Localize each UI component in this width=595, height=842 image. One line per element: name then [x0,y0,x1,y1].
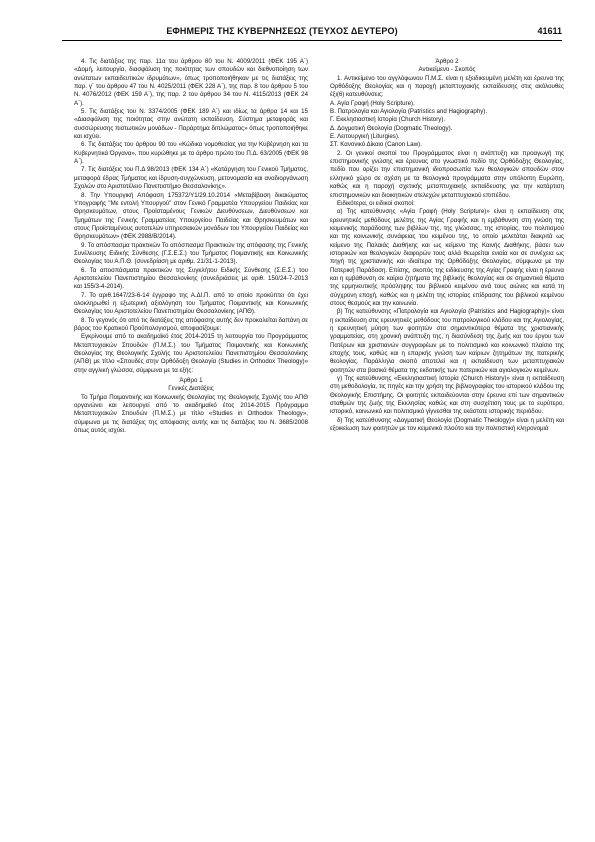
list-item: Β. Πατρολογία και Αγιολογία (Patristics and Hagiography). [330,108,488,116]
page-number: 41611 [537,26,562,36]
article2-subheading: Αντικείμενο - Σκοπός [418,66,476,74]
paragraph: 6. Τις διατάξεις του άρθρου 90 του «Κώδικα νομοθεσίας για την Κυβέρνηση και τα Κυβερνητικά Όργανα», που κυρώθηκε με το άρθρο πρώτο του Π.Δ. 63/2005 (ΦΕΚ 98 Α΄). [74,141,308,166]
page-header [62,24,562,41]
gazette-title: ΕΦΗΜΕΡΙΣ ΤΗΣ ΚΥΒΕΡΝΗΣΕΩΣ (ΤΕΥΧΟΣ ΔΕΥΤΕΡΟ) [166,26,398,36]
paragraph: 8. Το γεγονός ότι από τις διατάξεις της απόφασης αυτής δεν προκαλείται δαπάνη σε βάρος του Κρατικού Προϋπολογισμού, αποφασίζουμε: [74,316,308,332]
paragraph: 2. Οι γενικοί σκοποί του Προγράμματος είναι η ανάπτυξη και προαγωγή της επιστημονικής γνώσης και έρευνας στο γνωστικό πεδίο της Ορθόδοξης Θεολογίας, πεδίο που ορίζει την επιστημονική ιδιοπροσωπία των θεολογικών σπουδών στον ελληνικό χώρο σε σχέση με τα θεολογικά προγράμματα στην υπόλοιπη Ευρώπη, καθώς και η παροχή σχετικής μεταπτυχιακής εκπαίδευσης για την κατάρτιση επιστημονικών και διοικητικών στελεχών μεταπτυχιακού επιπέδου. [330,149,564,199]
list-item: ΣΤ. Κανονικό Δίκαιο (Canon Law). [330,141,422,149]
paragraph: 5. Τις διατάξεις του Ν. 3374/2005 (ΦΕΚ 189 Α΄) και ιδίως τα άρθρα 14 και 15 «Διασφάλιση της ποιότητας στην ανώτατη εκπαίδευση. Σύστημα μεταφοράς και συσσώρευσης πιστωτικών μονάδων - Παράρτημα διπλώματος» όπως τροποποιήθηκε και ισχύει. [74,108,308,141]
paragraph: α) Της κατεύθυνσης «Αγία Γραφή (Holy Scripture)» είναι η εκπαίδευση στις ερευνητικές μεθόδους μελέτης της Αγίας Γραφής και η εμβάθυνση στη γνώση της κειμενικής παράδοσης των βιβλίων της, της γλώσσας, της ιστορίας, του πολιτισμού και της κοινωνικής συνάφειας του κειμένου της, το οποίο μελετάται διακριτά ως κείμενο της Παλαιάς Διαθήκης και ως κείμενο της Καινής Διαθήκης, βάσει των ιστορικών και θεολογικών διαφορών τους αλλά θεωρείται ενιαία και σε συνέχεια ως πηγή της χριστιανικής και ιδιαίτερα της Ορθόδοξης Θεολογίας, σύμφωνα με την Πατερική Παράδοση. Επίσης, σκοπός της ειδίκευσης της Αγίας Γραφής είναι η έρευνα και η εμβάθυνση σε καίρια ζητήματα της βιβλικής θεολογίας και σε σημαντικά θέματα της ερμηνευτικής πρόσληψης του βιβλικού κειμένου ανά τους αιώνες και κατά τη σύγχρονη εποχή, καθώς και η μελέτη της ιστορίας επίδρασης του βιβλικού κειμένου στους θεσμούς και την κοινωνία. [330,208,564,307]
paragraph: 7. Το αριθ.1647/23-6-14 έγγραφο της Α.ΔΙ.Π. από το οποίο προκύπτει ότι έχει ολοκληρωθεί η εξωτερική αξιολόγηση του Τμήματος Ποιμαντικής και Κοινωνικής Θεολογίας του Αριστοτελείου Πανεπιστημίου Θεσσαλονίκης (ΑΠΘ). [74,291,308,316]
article2-heading: Άρθρο 2 [435,58,459,65]
article2-intro: 1. Αντικείμενο του αγγλόφωνου Π.Μ.Σ. είναι η εξειδικευμένη μελέτη και έρευνα της Ορθόδοξης Θεολογίας και η παροχή μεταπτυχιακής εκπαίδευσης στις ακόλουθες έξι(6) κατευθύνσεις: [330,74,564,99]
paragraph: 6. Τα αποσπάσματα πρακτικών της Συγκλήτου Ειδικής Σύνθεσης (Σ.Ε.Σ.) του Αριστοτελείου Πανεπιστημίου Θεσσαλονίκης (συνεδριάσεις με αριθ. 150/24-7-2013 και 155/3-4-2014). [74,266,308,291]
list-item: Δ. Δογματική Θεολογία (Dogmatic Theology). [330,124,453,132]
list-item: Α. Αγία Γραφή (Holy Scripture). [330,99,415,107]
list-item: Γ. Εκκλησιαστική Ιστορία (Church History). [330,116,446,124]
right-column [330,58,564,433]
paragraph: 7. Τις διατάξεις του Π.Δ 98/2013 (ΦΕΚ 134 Α΄) «Κατάργηση του Γενικού Τμήματος, μεταφορά έδρας Τμήματος και ίδρυση-συγχώνευση, μετονομασία και αναδιοργάνωση Σχολών στο Αριστοτέλειο Πανεπιστήμιο Θεσσαλονίκης». [74,166,308,191]
paragraph: Ειδικότερα, οι ειδικοί σκοποί: [337,199,415,207]
paragraph: γ) Της κατεύθυνσης «Εκκλησιαστική Ιστορία (Church History)» είναι η εκπαίδευση στη μεθοδολογία, τις πηγές και την χρήση της βιβλιογραφίας του ιστορικού κλάδου της Θεολογικής Επιστήμης. Οι φοιτητές εκπαιδεύονται στην έρευνα επί των σημαντικών σταθμών της ζωής της Εκκλησίας καθώς και στη συσχέτιση τους με το ευρύτερο, ιστορικό, κοινωνικό και πολιτισμικό γίγνεσθαι της εκάστοτε ιστορικής περιόδου. [330,375,564,416]
article1-text: Το Τμήμα Ποιμαντικής και Κοινωνικής Θεολογίας της Θεολογικής Σχολής του ΑΠΘ οργανώνει και λειτουργεί από το ακαδημαϊκό έτος 2014-2015 Πρόγραμμα Μεταπτυχιακών Σπουδών (Π.Μ.Σ.) με τίτλο «Studies in Orthodox Theology», σύμφωνα με τις διατάξεις της απόφασης αυτής και τις διατάξεις του Ν. 3685/2008 όπως αυτός ισχύει. [74,393,308,435]
left-column [74,58,308,435]
paragraph: 4. Τις διατάξεις της παρ. 11α του άρθρου 80 του Ν. 4009/2011 (ΦΕΚ 195 Α΄) «Δομή, λειτουργία, διασφάλιση της ποιότητας των σπουδών και διεθνοποίηση των ανώτατων εκπαιδευτικών ιδρυμάτων», όπως τροποποιήθηκαν με τις διατάξεις της παρ. γ΄ του άρθρου 47 του Ν. 4025/2011 (ΦΕΚ 228 Α΄), της παρ. 8 του άρθρου 5 του Ν. 4076/2012 (ΦΕΚ 159 Α΄), της παρ. 2 του άρθρου 34 του Ν. 4115/2013 (ΦΕΚ 24 Α΄). [74,58,308,107]
paragraph: 8. Την Υπουργική Απόφαση 175372/Υ1/29.10.2014 «Μεταβίβαση δικαιώματος Υπογραφής "Με εντολή Υπουργού" στον Γενικό Γραμματέα Υπουργείου Παιδείας και Θρησκευμάτων, στους Προϊσταμένους Γενικών Διευθύνσεων, Διευθύνσεων και Τμημάτων της Γενικής Γραμματείας Υπουργείου Παιδείας και Θρησκευμάτων και στους Προϊσταμένους αυτοτελών υπηρεσιακών μονάδων του Υπουργείου Παιδείας και Θρησκευμάτων» (ΦΕΚ 2988/Β/2014). [74,191,308,241]
article1-subheading: Γενικές Διατάξεις [168,385,214,393]
list-item: Ε. Λειτουργική (Liturgies). [330,133,400,141]
paragraph: δ) Της κατεύθυνσης «Δογματική Θεολογία (Dogmatic Theology)» είναι η μελέτη και εξοικείωση των φοιτητών με τον κειμενικό πλούτο και την πολιτιστική κληρονομιά [330,416,564,433]
paragraph: Εγκρίνουμε από το ακαδημαϊκό έτος 2014-2015 τη λειτουργία του Προγράμματος Μεταπτυχιακών Σπουδών (Π.Μ.Σ.) του Τμήματος Ποιμαντικής και Κοινωνικής Θεολογίας της Θεολογικής Σχολής του Αριστοτελείου Πανεπιστημίου Θεσσαλονίκης (ΑΠΘ) με τίτλο «Σπουδές στην Ορθόδοξη Θεολογία (Studies in Orthodox Theology)» στην αγγλική γλώσσα, σύμφωνα με τα εξής: [74,333,308,374]
paragraph: β) Της κατεύθυνσης «Πατρολογία και Αγιολογία (Patristics and Hagiography)» είναι η εκπαίδευση στις ερευνητικές μεθόδους του πατρολογικού κλάδου και της Αγιολογίας, η ερευνητική μύηση των φοιτητών στα σημαντικότερα θέματα της χριστιανικής γραμματείας, στη χρονική ανάπτυξη της, η διασύνδεση της ζωής και του έργου των Πατέρων και χριστιανών συγγραφέων με το πολιτισμικό και κοινωνικό πλαίσιο της εποχής τους, καθώς και η επαρκής γνώση των καίριων ζητημάτων της πατερικής θεολογίας. Παράλληλα σκοπό αποτελεί και η εκπαίδευση των μεταπτυχιακών φοιτητών στα βασικά θέματα της εκδοτικής των πατερικών και αγιολογικών κειμένων. [330,308,564,374]
article1-heading: Άρθρο 1 [179,377,203,385]
paragraph: 9. Το απόσπασμα πρακτικών Το απόσπασμα Πρακτικών της απόφασης της Γενικής Συνέλευσης Ειδικής Σύνθεσης (Γ.Σ.Ε.Σ.) του Τμήματος Ποιμαντικής και Κοινωνικής Θεολογίας του Α.Π.Θ. (συνεδρίαση με αριθμ. 21/31-1-2013). [74,241,308,266]
